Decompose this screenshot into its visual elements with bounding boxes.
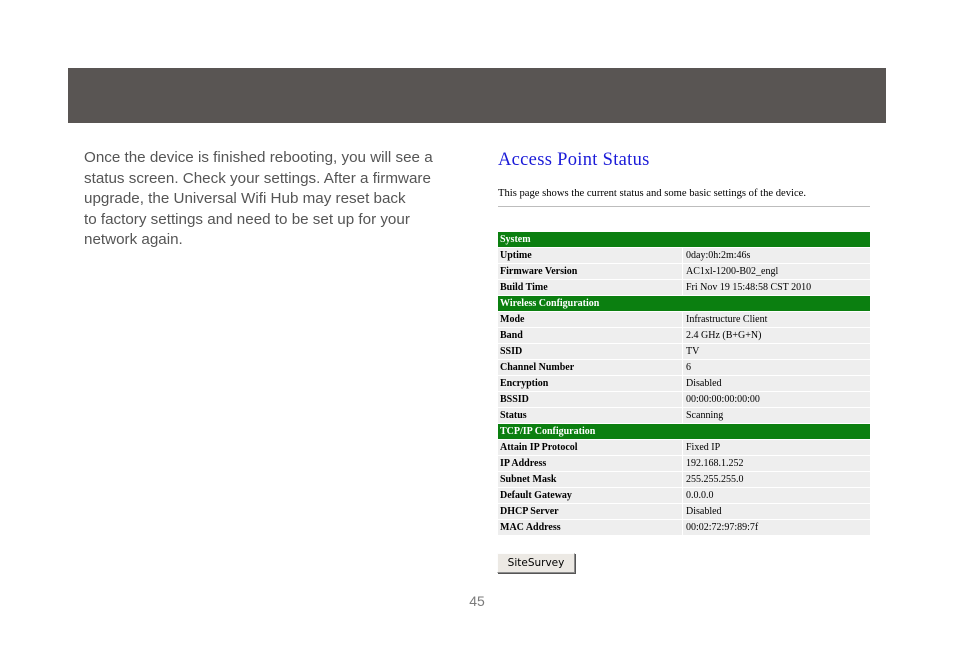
table-row xyxy=(498,472,870,487)
row-value: 2.4 GHz (B+G+N) xyxy=(683,328,870,343)
intro-line: status screen. Check your settings. After a firmware xyxy=(84,169,431,187)
intro-line: network again. xyxy=(84,231,183,249)
row-label: Firmware Version xyxy=(498,264,683,279)
table-row xyxy=(498,408,870,423)
row-value: 0.0.0.0 xyxy=(683,488,870,503)
header-banner xyxy=(68,68,886,123)
table-row xyxy=(498,456,870,471)
page-number: 45 xyxy=(469,593,485,609)
table-row xyxy=(498,312,870,327)
table-row xyxy=(498,280,870,295)
table-row xyxy=(498,376,870,391)
table-row xyxy=(498,520,870,535)
table-row xyxy=(498,344,870,359)
row-label: Subnet Mask xyxy=(498,472,683,487)
row-label: Build Time xyxy=(498,280,683,295)
row-label: Channel Number xyxy=(498,360,683,375)
row-label: Band xyxy=(498,328,683,343)
table-row xyxy=(498,360,870,375)
row-label: SSID xyxy=(498,344,683,359)
section-heading: Wireless Configuration xyxy=(498,296,870,311)
row-value: 0day:0h:2m:46s xyxy=(683,248,870,263)
row-label: DHCP Server xyxy=(498,504,683,519)
row-label: IP Address xyxy=(498,456,683,471)
section-header-system xyxy=(498,232,870,247)
row-label: Attain IP Protocol xyxy=(498,440,683,455)
row-value: 00:00:00:00:00:00 xyxy=(683,392,870,407)
table-row xyxy=(498,392,870,407)
row-label: Status xyxy=(498,408,683,423)
row-value: Fri Nov 19 15:48:58 CST 2010 xyxy=(683,280,870,295)
row-value: Scanning xyxy=(683,408,870,423)
row-label: MAC Address xyxy=(498,520,683,535)
row-value: 192.168.1.252 xyxy=(683,456,870,471)
table-row xyxy=(498,440,870,455)
intro-line: Once the device is finished rebooting, you will see a xyxy=(84,149,433,166)
row-value: 255.255.255.0 xyxy=(683,472,870,487)
intro-paragraph xyxy=(84,148,464,251)
row-value: Disabled xyxy=(683,504,870,519)
table-row xyxy=(498,264,870,279)
row-value: Fixed IP xyxy=(683,440,870,455)
intro-line: upgrade, the Universal Wifi Hub may reset back xyxy=(84,190,406,208)
row-value: Disabled xyxy=(683,376,870,391)
section-header-tcpip xyxy=(498,424,870,439)
row-label: Mode xyxy=(498,312,683,327)
table-row xyxy=(498,248,870,263)
table-row xyxy=(498,488,870,503)
row-value: 00:02:72:97:89:7f xyxy=(683,520,870,535)
table-row xyxy=(498,328,870,343)
section-heading: System xyxy=(498,232,870,247)
section-heading: TCP/IP Configuration xyxy=(498,424,870,439)
divider xyxy=(498,206,870,207)
row-value: TV xyxy=(683,344,870,359)
intro-line: to factory settings and need to be set up for your xyxy=(84,210,410,228)
row-label: Uptime xyxy=(498,248,683,263)
site-survey-button[interactable]: SiteSurvey xyxy=(497,553,575,573)
access-point-status-title: Access Point Status xyxy=(498,150,650,170)
row-value: Infrastructure Client xyxy=(683,312,870,327)
status-table xyxy=(498,231,870,536)
row-value: 6 xyxy=(683,360,870,375)
row-value: AC1xl-1200-B02_engl xyxy=(683,264,870,279)
status-page-description: This page shows the current status and some basic settings of the device. xyxy=(498,188,807,199)
row-label: Default Gateway xyxy=(498,488,683,503)
section-header-wireless xyxy=(498,296,870,311)
table-row xyxy=(498,504,870,519)
row-label: Encryption xyxy=(498,376,683,391)
row-label: BSSID xyxy=(498,392,683,407)
